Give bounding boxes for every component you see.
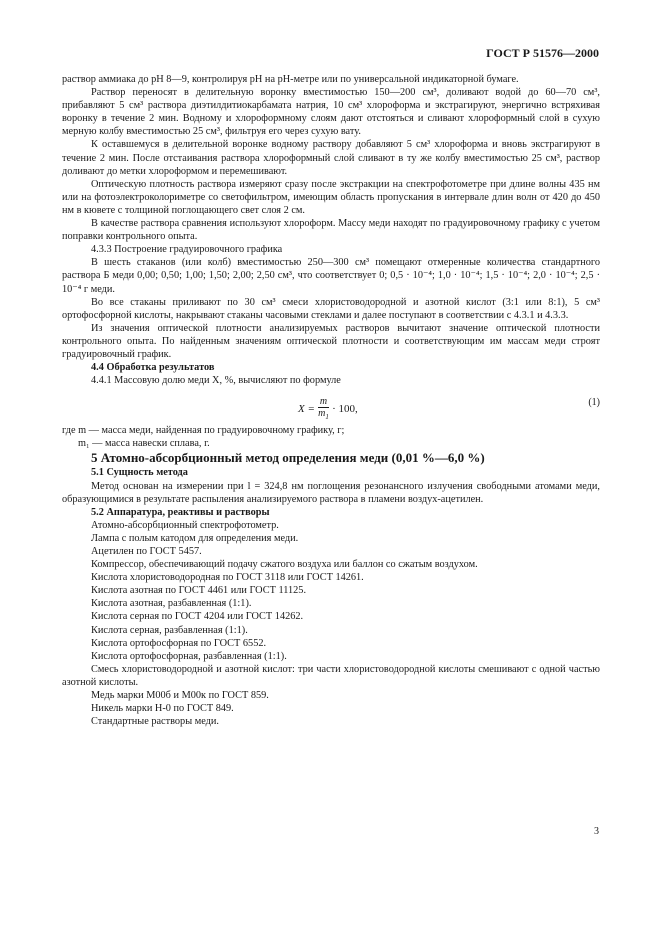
list-item: Стандартные растворы меди.	[91, 716, 219, 728]
list-item: Кислота азотная, разбавленная (1:1).	[91, 598, 252, 610]
list-item: Ацетилен по ГОСТ 5457.	[91, 546, 202, 557]
section-heading: 5.1 Сущность метода	[91, 467, 188, 479]
equation-number: (1)	[588, 397, 600, 409]
formula-rhs: · 100,	[332, 403, 358, 416]
list-item: Кислота ортофосфорная по ГОСТ 6552.	[91, 637, 267, 649]
formula-fraction	[318, 396, 329, 423]
paragraph: Раствор переносят в делительную воронку вместимостью 150—200 см³, доливают водой до 60—70 см³, прибавляют 5 см³ раствора диэтилдитиокарбамата натрия, 10 см³ хлороформа и экстрагируют, энергично встряхивая воронку в течение 2 мин. Водному и хлороформному слоям дают отстояться и сливают хлороформный слой в сухую мерную колбу вместимостью 25 см³, фильтруя его через сухую вату.	[62, 87, 600, 138]
document-body	[62, 73, 600, 728]
legend-line: m₁ — масса навески сплава, г.	[78, 438, 210, 450]
section-heading: 5.2 Аппаратура, реактивы и растворы	[91, 506, 270, 518]
section-heading: 4.4 Обработка результатов	[91, 362, 215, 374]
list-item: Медь марки М00б и М00к по ГОСТ 859.	[91, 690, 269, 702]
paragraph: Во все стаканы приливают по 30 см³ смеси хлористоводородной и азотной кислот (3:1 или 8:1), 5 см³ ортофосфорной кислоты, накрывают стаканы часовыми стеклами и далее поступают в соответствии с 4.3.1 и 4.3.3.	[62, 296, 600, 321]
list-item: Смесь хлористоводородной и азотной кислот: три части хлористоводородной кислоты смешивают с одной частью азотной кислоты.	[62, 663, 600, 688]
legend-line: где m — масса меди, найденная по градуировочному графику, г;	[62, 425, 345, 437]
list-item: Кислота ортофосфорная, разбавленная (1:1).	[91, 650, 287, 662]
list-item: Лампа с полым катодом для определения меди.	[91, 532, 299, 544]
section-title: 5 Атомно-абсорбционный метод определения меди (0,01 %—6,0 %)	[91, 450, 485, 466]
formula-denominator: $m_1$	[318, 408, 329, 422]
list-item: Кислота серная, разбавленная (1:1).	[91, 624, 248, 636]
paragraph: раствор аммиака до рН 8—9, контролируя рН на рН-метре или по универсальной индикаторной бумаге.	[62, 74, 519, 85]
paragraph: Оптическую плотность раствора измеряют сразу после экстракции на спектрофотометре при длине волны 435 нм или на фотоэлектроколориметре со светофильтром, имеющим область пропускания в интервале длин волн от 420 до 450 нм в кювете с толщиной поглощающего свет слоя 2 см.	[62, 178, 600, 216]
paragraph: К оставшемуся в делительной воронке водному раствору добавляют 5 см³ хлороформа и вновь экстрагируют в течение 2 мин. После отстаивания раствора хлороформный слой сливают в ту же колбу вместимостью 25 см³, раствор доливают до метки хлороформом и перемешивают.	[62, 139, 600, 177]
formula	[62, 390, 600, 422]
paragraph: Из значения оптической плотности анализируемых растворов вычитают значение оптической плотности контрольного опыта. По найденным значениям оптической плотности и соответствующим им массам меди строят градуировочный график.	[62, 322, 600, 360]
equipment-list	[62, 519, 600, 729]
page-number: 3	[594, 826, 599, 837]
formula-legend	[62, 424, 600, 450]
list-item: Компрессор, обеспечивающий подачу сжатого воздуха или баллон со сжатым воздухом.	[91, 559, 478, 571]
standard-header: ГОСТ Р 51576—2000	[486, 46, 599, 60]
formula-numerator: m	[319, 396, 328, 408]
paragraph: В шесть стаканов (или колб) вместимостью 250—300 см³ помещают отмеренные количества стандартного раствора Б меди 0,00; 0,50; 1,00; 1,50; 2,00; 2,50 см³, что соответствует 0; 0,5 · 10⁻⁴; 1,0 · 10⁻⁴; 1,5 · 10⁻⁴; 2,0 · 10⁻⁴; 2,5 · 10⁻⁴ г меди.	[62, 257, 600, 295]
list-item: Кислота азотная по ГОСТ 4461 или ГОСТ 11125.	[91, 585, 307, 597]
paragraph: В качестве раствора сравнения используют хлороформ. Массу меди находят по градуировочному графику с учетом поправки контрольного опыта.	[62, 218, 600, 243]
list-item: Кислота серная по ГОСТ 4204 или ГОСТ 14262.	[91, 611, 304, 623]
paragraph: Метод основан на измерении при l = 324,8 нм поглощения резонансного излучения свободными атомами меди, образующимися в результате распыления анализируемого раствора в пламени воздух-ацетилен.	[62, 480, 600, 505]
list-item: Никель марки Н-0 по ГОСТ 849.	[91, 703, 234, 715]
formula-lhs: X =	[298, 403, 315, 416]
list-item: Атомно-абсорбционный спектрофотометр.	[91, 519, 279, 531]
subsection-heading: 4.3.3 Построение градуировочного графика	[91, 244, 283, 256]
paragraph: 4.4.1 Массовую долю меди X, %, вычисляют по формуле	[91, 375, 341, 387]
list-item: Кислота хлористоводородная по ГОСТ 3118 или ГОСТ 14261.	[91, 572, 364, 584]
